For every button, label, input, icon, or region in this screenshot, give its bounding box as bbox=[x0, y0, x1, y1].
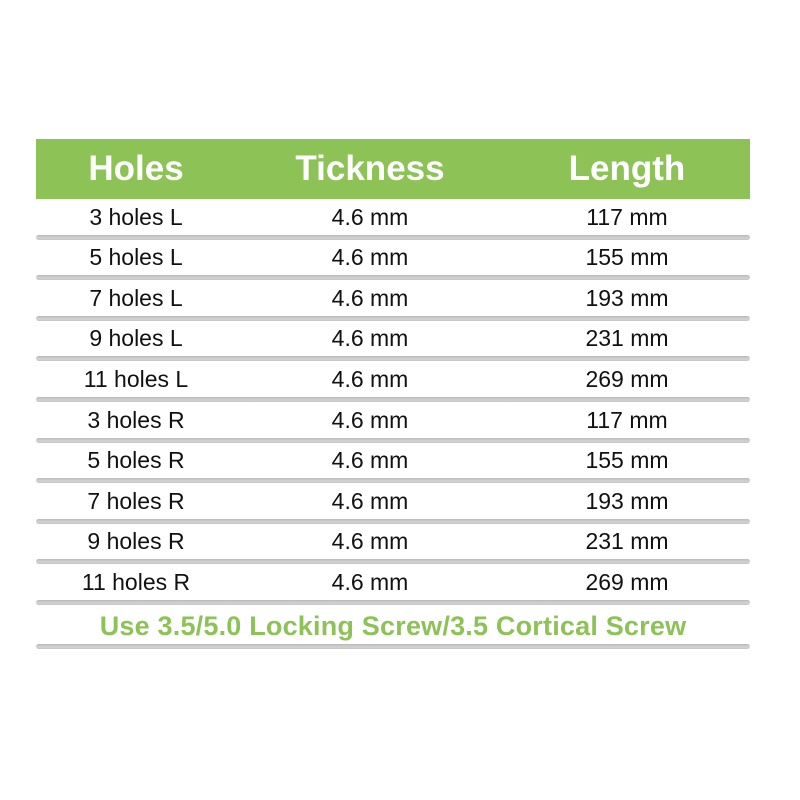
row-separator bbox=[36, 397, 750, 402]
row-cells bbox=[36, 362, 750, 397]
table-row bbox=[36, 564, 750, 605]
spec-table bbox=[36, 139, 750, 649]
holes-cell: 9 holes L bbox=[89, 325, 183, 352]
table-row bbox=[36, 361, 750, 402]
row-separator bbox=[36, 438, 750, 443]
length-cell: 117 mm bbox=[586, 406, 668, 433]
row-separator bbox=[36, 275, 750, 280]
thickness-cell: 4.6 mm bbox=[331, 365, 409, 392]
table-row bbox=[36, 240, 750, 281]
length-cell: 231 mm bbox=[585, 528, 669, 555]
holes-cell: 5 holes L bbox=[89, 244, 183, 271]
row-cells bbox=[36, 443, 750, 478]
length-cell: 193 mm bbox=[585, 284, 669, 311]
thickness-cell: 4.6 mm bbox=[331, 284, 409, 311]
row-cells bbox=[36, 281, 750, 316]
table-body bbox=[36, 199, 750, 605]
row-separator bbox=[36, 519, 750, 524]
table-row bbox=[36, 524, 750, 565]
thickness-cell: 4.6 mm bbox=[331, 487, 409, 514]
thickness-cell: 4.6 mm bbox=[331, 406, 409, 433]
holes-cell: 11 holes R bbox=[81, 568, 191, 595]
table-row bbox=[36, 483, 750, 524]
footer-note: Use 3.5/5.0 Locking Screw/3.5 Cortical Screw bbox=[99, 610, 687, 641]
row-separator bbox=[36, 600, 750, 605]
row-cells bbox=[36, 200, 750, 235]
holes-cell: 7 holes R bbox=[87, 487, 185, 514]
header-length: Length bbox=[568, 149, 686, 188]
row-cells bbox=[36, 321, 750, 356]
row-separator bbox=[36, 235, 750, 240]
length-cell: 269 mm bbox=[585, 365, 669, 392]
thickness-cell: 4.6 mm bbox=[331, 325, 409, 352]
table-row bbox=[36, 402, 750, 443]
holes-cell: 5 holes R bbox=[87, 447, 185, 474]
row-separator bbox=[36, 316, 750, 321]
footer bbox=[36, 605, 750, 649]
row-cells bbox=[36, 524, 750, 559]
thickness-cell: 4.6 mm bbox=[331, 568, 409, 595]
length-cell: 193 mm bbox=[585, 487, 669, 514]
table-row bbox=[36, 443, 750, 484]
row-cells bbox=[36, 403, 750, 438]
length-cell: 269 mm bbox=[585, 568, 669, 595]
holes-cell: 11 holes L bbox=[83, 365, 189, 392]
table-row bbox=[36, 321, 750, 362]
thickness-cell: 4.6 mm bbox=[331, 447, 409, 474]
length-cell: 117 mm bbox=[586, 203, 668, 230]
row-separator bbox=[36, 644, 750, 649]
row-separator bbox=[36, 559, 750, 564]
holes-cell: 7 holes L bbox=[89, 284, 183, 311]
header-tickness: Tickness bbox=[295, 149, 445, 188]
row-separator bbox=[36, 478, 750, 483]
length-cell: 155 mm bbox=[585, 447, 669, 474]
thickness-cell: 4.6 mm bbox=[331, 244, 409, 271]
table-row bbox=[36, 199, 750, 240]
holes-cell: 3 holes L bbox=[89, 203, 183, 230]
table-header bbox=[36, 139, 750, 199]
header-holes: Holes bbox=[88, 149, 184, 188]
length-cell: 231 mm bbox=[585, 325, 669, 352]
holes-cell: 9 holes R bbox=[87, 528, 185, 555]
table-row bbox=[36, 280, 750, 321]
holes-cell: 3 holes R bbox=[87, 406, 185, 433]
row-cells bbox=[36, 240, 750, 275]
row-separator bbox=[36, 356, 750, 361]
thickness-cell: 4.6 mm bbox=[331, 203, 409, 230]
length-cell: 155 mm bbox=[585, 244, 669, 271]
row-cells bbox=[36, 484, 750, 519]
thickness-cell: 4.6 mm bbox=[331, 528, 409, 555]
row-cells bbox=[36, 565, 750, 600]
